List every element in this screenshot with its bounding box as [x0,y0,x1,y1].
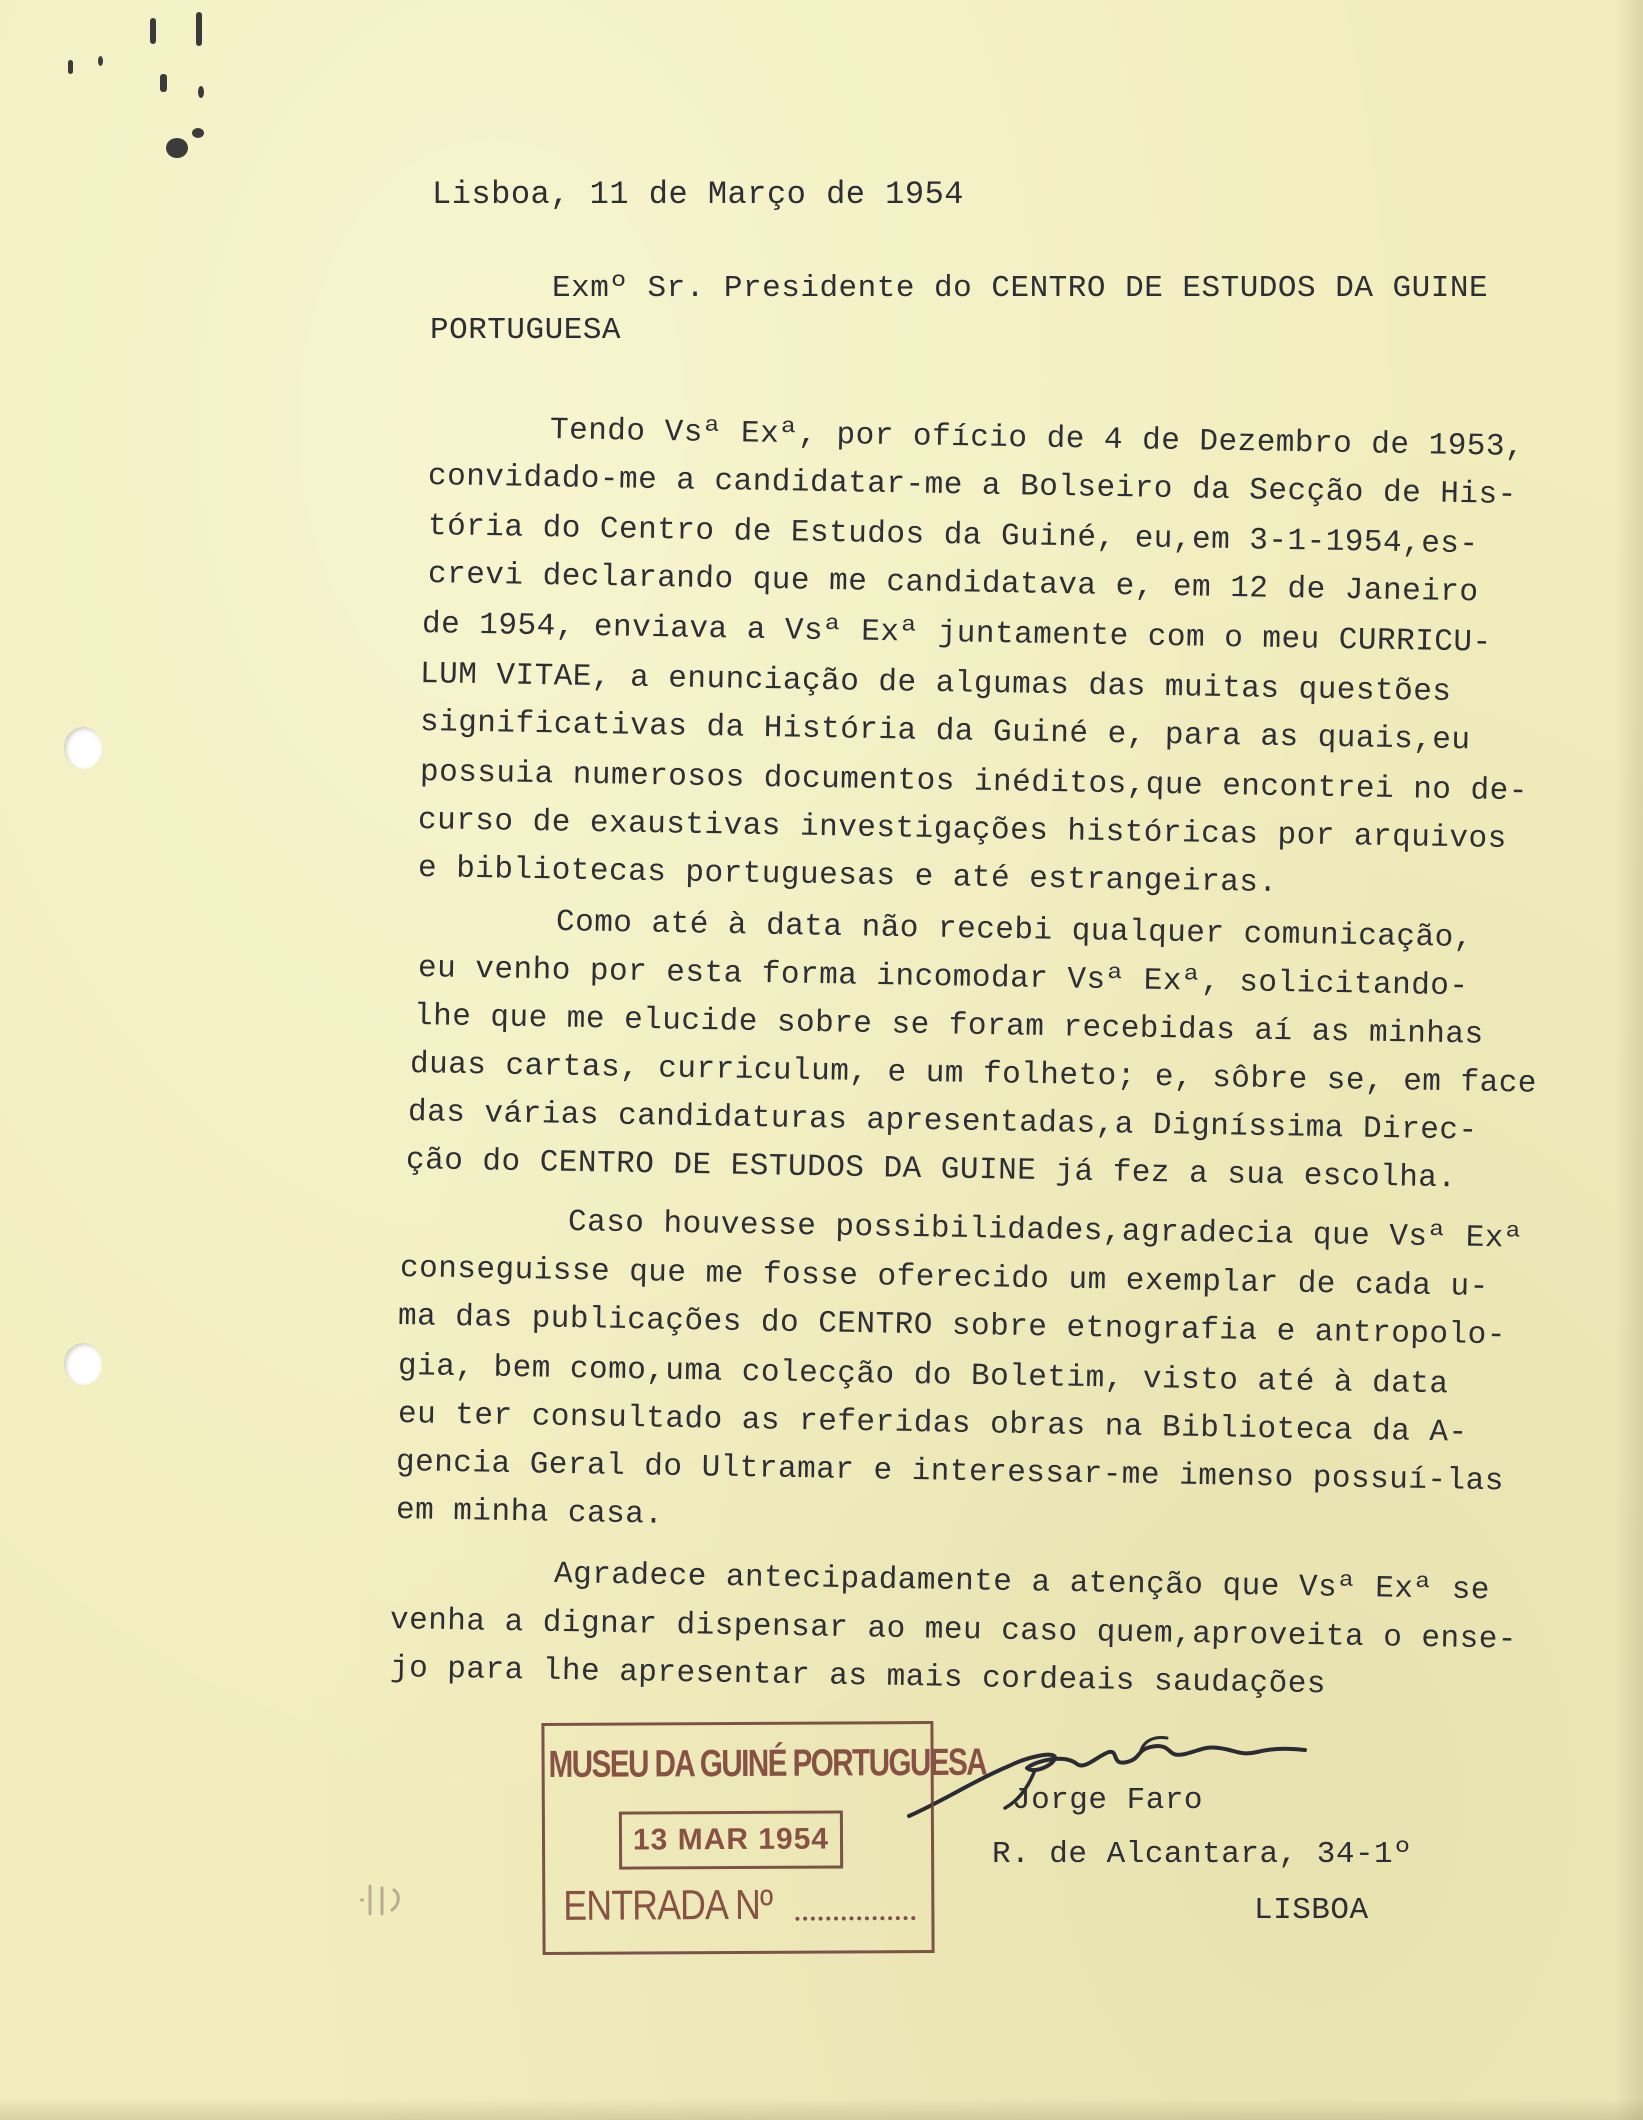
stamp-entry-label: ENTRADA Nº [563,1880,773,1929]
ink-mark [160,74,167,92]
text-line: crevi declarando que me candidatava e, em 12 de Janeiro [427,557,1479,611]
text-line: gia, bem como,uma colecção do Boletim, visto até à data [397,1349,1449,1403]
addressee-continuation: PORTUGUESA [430,313,622,348]
ink-mark [192,128,204,138]
signature-city: LISBOA [1254,1893,1369,1928]
text-line: Agradece antecipadamente a atenção que Vsª Exª se [553,1557,1491,1609]
text-line: eu ter consultado as referidas obras na Biblioteca da A- [397,1397,1468,1451]
ink-mark [68,60,73,74]
text-line: gencia Geral do Ultramar e interessar-me imenso possuí-las [395,1445,1505,1500]
text-line: Caso houvesse possibilidades,agradecia que Vsª Exª [567,1205,1524,1257]
text-line: jo para lhe apresentar as mais cordeais saudações [389,1651,1327,1703]
text-line: e bibliotecas portuguesas e até estrangeiras. [417,851,1278,902]
text-line: possuia numerosos documentos inéditos,que encontrei no de- [419,755,1529,810]
stamp-institution: MUSEU DA GUINÉ PORTUGUESA [548,1741,987,1786]
addressee: Exmº Sr. Presidente do CENTRO DE ESTUDOS DA GUINE [552,271,1489,306]
text-line: curso de exaustivas investigações históricas por arquivos [417,803,1508,858]
text-line: conseguisse que me fosse oferecido um exemplar de cada u- [399,1251,1490,1306]
museum-receipt-stamp [541,1721,987,1955]
text-line: Como até à data não recebi qualquer comunicação, [555,905,1474,957]
text-line: Tendo Vsª Exª, por ofício de 4 de Dezembro de 1953, [549,413,1525,466]
signature-address: R. de Alcantara, 34-1º [992,1837,1413,1872]
text-line: venha a dignar dispensar ao meu caso quem,aproveita o ense- [389,1603,1518,1658]
text-line: ma das publicações do CENTRO sobre etnografia e antropolo- [397,1299,1507,1354]
text-line: ção do CENTRO DE ESTUDOS DA GUINE já fez a sua escolha. [405,1143,1457,1197]
ink-mark [198,86,204,98]
page-bottom-edge [0,2098,1643,2120]
ink-mark [150,18,156,44]
punch-hole [64,727,102,769]
text-line: lhe que me elucide sobre se foram recebidas aí as minhas [413,999,1484,1053]
signature-name: Jorge Faro [1012,1783,1204,1818]
text-line: tória do Centro de Estudos da Guiné, eu,em 3-1-1954,es- [427,509,1479,563]
text-line: de 1954, enviava a Vsª Exª juntamente com o meu CURRICU- [421,607,1492,661]
text-line: duas cartas, curriculum, e um folheto; e, sôbre se, em face [409,1047,1538,1102]
text-line: significativas da História da Guiné e, para as quais,eu [419,705,1471,759]
punch-hole [64,1343,102,1385]
ink-mark [196,12,202,46]
text-line: das várias candidaturas apresentadas,a Digníssima Direc- [407,1095,1478,1149]
stamp-date: 13 MAR 1954 [619,1810,843,1869]
stamp-entry-blank [795,1910,915,1921]
text-line: LUM VITAE, a enunciação de algumas das muitas questões [419,657,1452,711]
text-line: em minha casa. [395,1493,664,1533]
ink-mark [98,56,103,66]
page-edge-shadow [1615,0,1643,2120]
faint-stamp-remnant [300,1880,440,1920]
text-line: convidado-me a candidatar-me a Bolseiro da Secção de His- [427,459,1518,514]
text-line: eu venho por esta forma incomodar Vsª Exª, solicitando- [417,951,1469,1005]
date-line: Lisboa, 11 de Março de 1954 [432,176,964,213]
ink-mark [166,138,188,158]
